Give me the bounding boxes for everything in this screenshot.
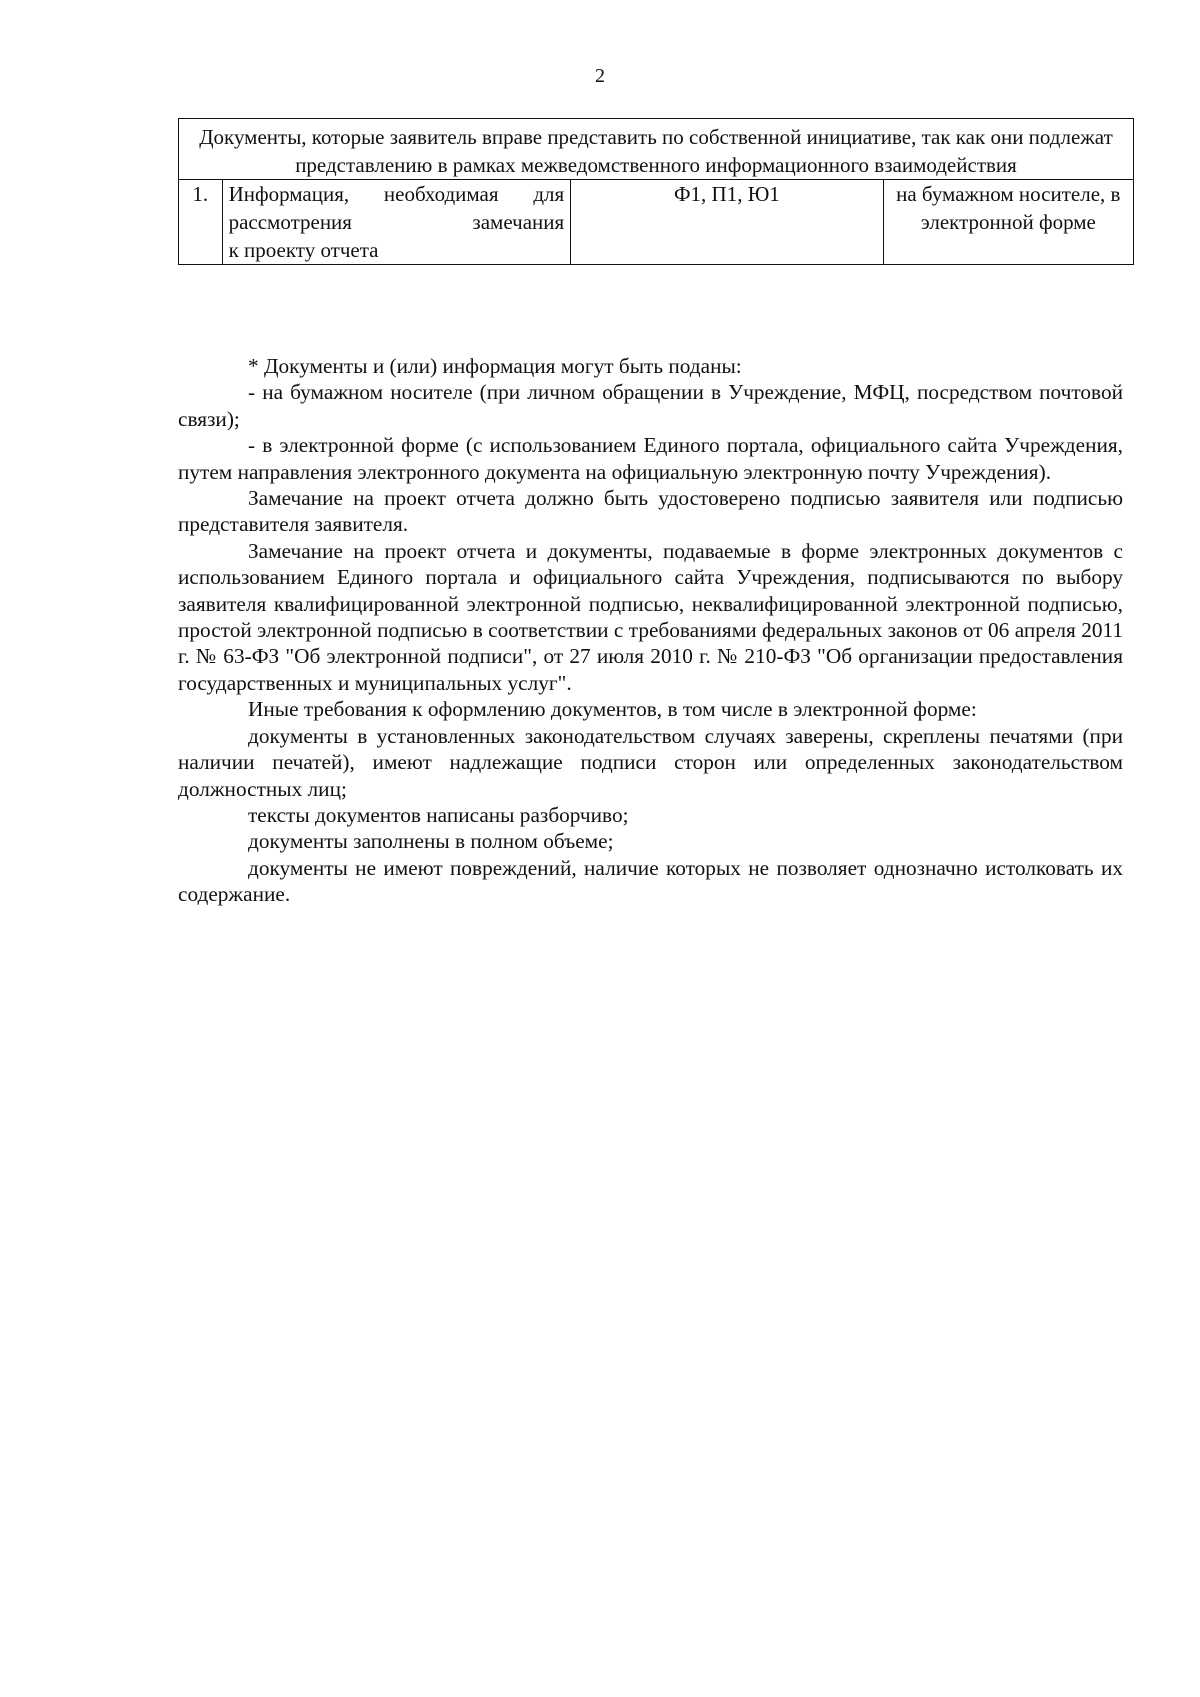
page-number: 2 bbox=[595, 65, 605, 87]
row-info bbox=[222, 180, 571, 265]
table-section-heading: Документы, которые заявитель вправе представить по собственной инициативе, так как они подлежат представлению в рамках межведомственного информационного взаимодействия bbox=[179, 119, 1134, 180]
body-paragraph: документы не имеют повреждений, наличие которых не позволяет однозначно истолковать их содержание. bbox=[178, 855, 1123, 907]
documents-table bbox=[178, 118, 1134, 265]
row-info-line: Информация, необходимая для bbox=[228, 182, 565, 206]
body-paragraph: Иные требования к оформлению документов, в том числе в электронной форме: bbox=[248, 697, 977, 722]
body-paragraph: тексты документов написаны разборчиво; bbox=[248, 802, 629, 827]
body-paragraph: документы в установленных законодательством случаях заверены, скреплены печатями (при наличии печатей), имеют надлежащие подписи сторон или определенных законодательством должностных лиц; bbox=[178, 723, 1123, 801]
body-paragraph: - на бумажном носителе (при личном обращении в Учреждение, МФЦ, посредством почтовой связи); bbox=[178, 380, 1123, 431]
row-number: 1. bbox=[179, 180, 223, 265]
table-section-row bbox=[179, 119, 1134, 180]
row-form: на бумажном носителе, в электронной форме bbox=[883, 180, 1133, 265]
body-paragraph: * Документы и (или) информация могут быть поданы: bbox=[248, 354, 742, 378]
body-text bbox=[178, 353, 1123, 908]
body-paragraph: Замечание на проект отчета должно быть удостоверено подписью заявителя или подписью представителя заявителя. bbox=[178, 486, 1123, 537]
body-paragraph: документы заполнены в полном объеме; bbox=[248, 829, 614, 854]
body-paragraph: - в электронной форме (с использованием Единого портала, официального сайта Учреждения, путем направления электронного документа на официальную электронную почту Учреждения). bbox=[178, 433, 1123, 484]
row-info-line: рассмотрения замечания bbox=[228, 210, 565, 234]
row-codes: Ф1, П1, Ю1 bbox=[571, 180, 883, 265]
body-paragraph: Замечание на проект отчета и документы, подаваемые в форме электронных документов с использованием Единого портала и официального сайта Учреждения, подписываются по выбору заявителя квалифицированной электронной подписью, неквалифицированной электронной подписью, простой электронной подписью в соответствии с требованиями федеральных законов от 06 апреля 2011 г. № 63-ФЗ "Об электронной подписи", от 27 июля 2010 г. № 210-ФЗ "Об организации предоставления государственных и муниципальных услуг". bbox=[178, 538, 1123, 695]
table-row bbox=[179, 180, 1134, 265]
row-info-line: к проекту отчета bbox=[228, 238, 379, 262]
